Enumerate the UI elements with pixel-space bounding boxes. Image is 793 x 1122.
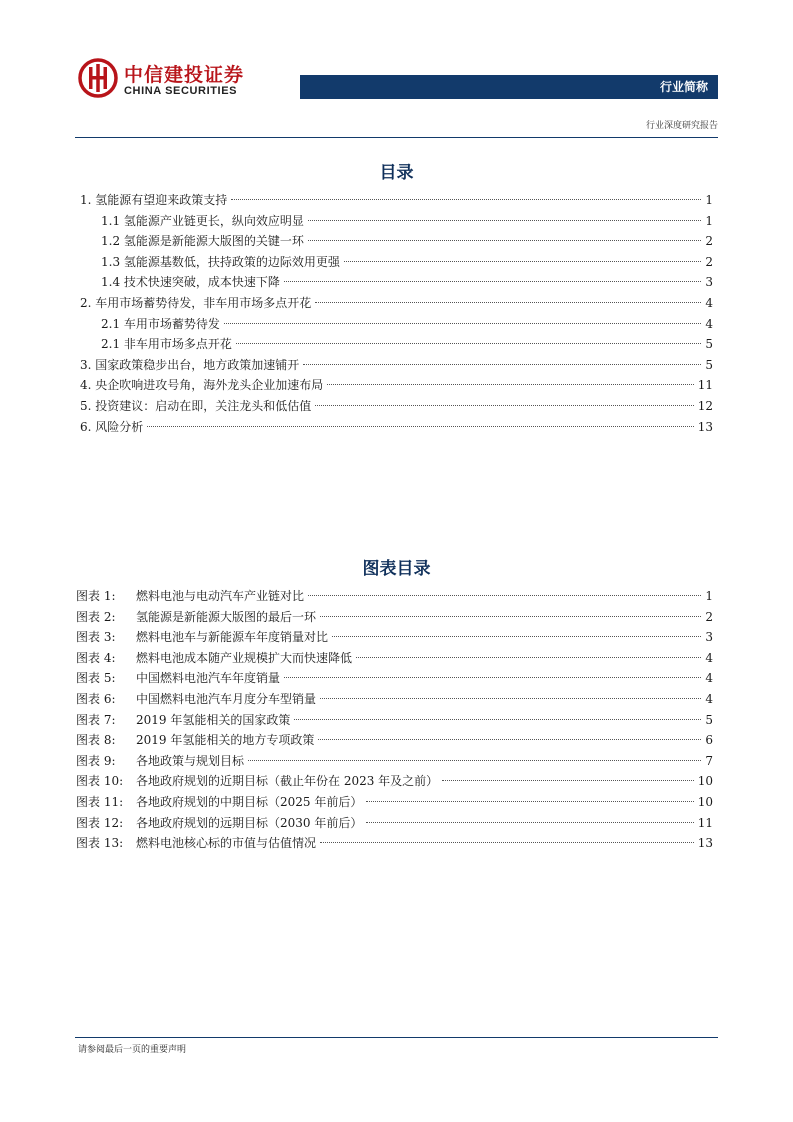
figure-entry[interactable] [76, 710, 713, 730]
toc-entry-title: 2.1 非车用市场多点开花 [101, 337, 232, 352]
toc-entry-page: 2 [705, 234, 713, 249]
dot-leader [315, 405, 693, 406]
toc-entry[interactable] [80, 355, 713, 375]
figure-entry-title: 2019 年氢能相关的地方专项政策 [136, 733, 315, 748]
figure-entry[interactable] [76, 771, 713, 791]
toc-entry-title: 1.1 氢能源产业链更长，纵向效应明显 [101, 213, 304, 228]
figure-entry-label: 图表 12: [76, 815, 124, 830]
figure-entry[interactable] [76, 607, 713, 627]
toc-entry-page: 1 [705, 193, 713, 207]
figure-entry-title: 燃料电池车与新能源车年度销量对比 [136, 630, 329, 645]
figure-list-title: 图表目录 [362, 559, 431, 579]
header-divider [75, 137, 718, 138]
figure-entry-page: 3 [705, 630, 713, 645]
toc-entry-title: 1.4 技术快速突破，成本快速下降 [101, 275, 280, 290]
figure-entry-page: 11 [697, 815, 713, 830]
figure-entry-title: 2019 年氢能相关的国家政策 [136, 712, 291, 727]
figure-entry-page: 10 [697, 795, 713, 809]
toc-entry-title: 5. 投资建议：启动在即，关注龙头和低估值 [80, 399, 312, 413]
figure-entry[interactable] [76, 668, 713, 688]
dot-leader [442, 780, 694, 781]
toc-entry-page: 2 [705, 254, 713, 269]
toc-entry[interactable] [101, 231, 713, 251]
dot-leader [294, 719, 701, 720]
figure-entry-page: 4 [705, 671, 713, 686]
dot-leader [284, 677, 701, 678]
toc-entry-page: 3 [705, 275, 713, 290]
figure-entry[interactable] [76, 730, 713, 750]
toc-entry[interactable] [80, 190, 713, 210]
figure-entry-label: 图表 4: [76, 650, 116, 665]
dot-leader [308, 220, 701, 221]
figure-entry-label: 图表 8: [76, 733, 116, 748]
toc-entry[interactable] [101, 252, 713, 272]
figure-entry-title: 燃料电池核心标的市值与估值情况 [136, 836, 317, 851]
dot-leader [315, 302, 701, 303]
toc-entry-title: 1.2 氢能源是新能源大版图的关键一环 [101, 234, 304, 249]
dot-leader [356, 657, 701, 658]
figure-entry-label: 图表 3: [76, 630, 116, 645]
toc-entry[interactable] [80, 396, 713, 416]
figure-entry-label: 图表 7: [76, 712, 116, 727]
dot-leader [303, 364, 701, 365]
toc-entry-title: 1.3 氢能源基数低，扶持政策的边际效用更强 [101, 254, 340, 269]
footer-divider [75, 1037, 718, 1038]
toc-entry[interactable] [101, 334, 713, 354]
dot-leader [284, 281, 701, 282]
figure-entry[interactable] [76, 627, 713, 647]
figure-entry-title: 各地政府规划的近期目标（截止年份在 2023 年及之前） [136, 774, 439, 789]
figure-entry-page: 1 [705, 589, 713, 603]
figure-entry[interactable] [76, 792, 713, 812]
figure-entry-page: 4 [705, 650, 713, 665]
toc-entry[interactable] [80, 293, 713, 313]
toc-entry-page: 5 [705, 337, 713, 352]
dot-leader [327, 384, 693, 385]
figure-entry-page: 2 [705, 609, 713, 624]
figure-entry-label: 图表 10: [76, 774, 124, 789]
figure-entry[interactable] [76, 586, 713, 606]
figure-entry-page: 4 [705, 692, 713, 706]
toc-entry-page: 12 [697, 399, 713, 413]
toc-entry-page: 4 [705, 316, 713, 331]
header-bar [300, 75, 718, 99]
figure-entry-title: 燃料电池与电动汽车产业链对比 [136, 589, 305, 603]
toc-entry-title: 2.1 车用市场蓄势待发 [101, 316, 220, 331]
toc-entry-title: 4. 央企吹响进攻号角，海外龙头企业加速布局 [80, 378, 324, 393]
figure-entry[interactable] [76, 648, 713, 668]
toc-entry-title: 1. 氢能源有望迎来政策支持 [80, 193, 228, 207]
figure-entry-title: 氢能源是新能源大版图的最后一环 [136, 609, 317, 624]
toc-entry-page: 4 [705, 296, 713, 310]
figure-entry-label: 图表 11: [76, 795, 124, 809]
dot-leader [366, 801, 693, 802]
figure-entry-label: 图表 5: [76, 671, 116, 686]
logo-chinese-name: 中信建投证券 [124, 64, 245, 86]
figure-entry[interactable] [76, 751, 713, 771]
figure-entry-page: 6 [705, 733, 713, 748]
figure-entry-title: 各地政策与规划目标 [136, 753, 245, 768]
dot-leader [236, 343, 701, 344]
dot-leader [308, 595, 701, 596]
dot-leader [344, 261, 701, 262]
company-logo [78, 58, 258, 102]
dot-leader [320, 616, 701, 617]
toc-entry-title: 3. 国家政策稳步出台，地方政策加速铺开 [80, 357, 300, 372]
toc-entry[interactable] [80, 375, 713, 395]
figure-entry[interactable] [76, 813, 713, 833]
toc-title: 目录 [379, 163, 414, 183]
toc-entry[interactable] [80, 417, 713, 437]
figure-entry-label: 图表 1: [76, 589, 116, 603]
dot-leader [366, 822, 693, 823]
figure-entry-title: 燃料电池成本随产业规模扩大而快速降低 [136, 650, 353, 665]
figure-entry-label: 图表 6: [76, 692, 116, 706]
logo-english-name: CHINA SECURITIES [124, 85, 238, 97]
toc-entry-title: 2. 车用市场蓄势待发，非车用市场多点开花 [80, 296, 312, 310]
dot-leader [320, 698, 701, 699]
figure-entry[interactable] [76, 833, 713, 853]
footer-disclaimer: 请参阅最后一页的重要声明 [78, 1045, 187, 1055]
toc-entry-page: 11 [697, 378, 713, 393]
figure-entry-title: 各地政府规划的中期目标（2025 年前后） [136, 795, 363, 809]
dot-leader [248, 760, 701, 761]
figure-entry-title: 各地政府规划的远期目标（2030 年前后） [136, 815, 363, 830]
dot-leader [308, 240, 701, 241]
toc-entry[interactable] [101, 314, 713, 334]
toc-entry-page: 1 [705, 213, 713, 228]
figure-entry-page: 13 [697, 836, 713, 851]
dot-leader [224, 323, 701, 324]
report-type-label: 行业深度研究报告 [645, 121, 718, 131]
figure-entry-title: 中国燃料电池汽车年度销量 [136, 671, 281, 686]
toc-entry[interactable] [101, 211, 713, 231]
dot-leader [318, 739, 701, 740]
toc-entry-page: 5 [705, 357, 713, 372]
figure-entry-label: 图表 9: [76, 753, 116, 768]
figure-entry-title: 中国燃料电池汽车月度分车型销量 [136, 692, 317, 706]
toc-entry-title: 6. 风险分析 [80, 419, 144, 434]
dot-leader [320, 842, 694, 843]
dot-leader [231, 199, 701, 200]
figure-entry-page: 7 [705, 753, 713, 768]
citic-logo-icon [78, 58, 118, 98]
figure-entry-label: 图表 2: [76, 609, 116, 624]
figure-entry-page: 5 [705, 712, 713, 727]
figure-entry-page: 10 [697, 774, 713, 789]
figure-entry[interactable] [76, 689, 713, 709]
industry-label: 行业简称 [659, 80, 708, 94]
figure-entry-label: 图表 13: [76, 836, 124, 851]
toc-entry-page: 13 [697, 419, 713, 434]
dot-leader [147, 426, 693, 427]
dot-leader [332, 636, 701, 637]
toc-entry[interactable] [101, 272, 713, 292]
